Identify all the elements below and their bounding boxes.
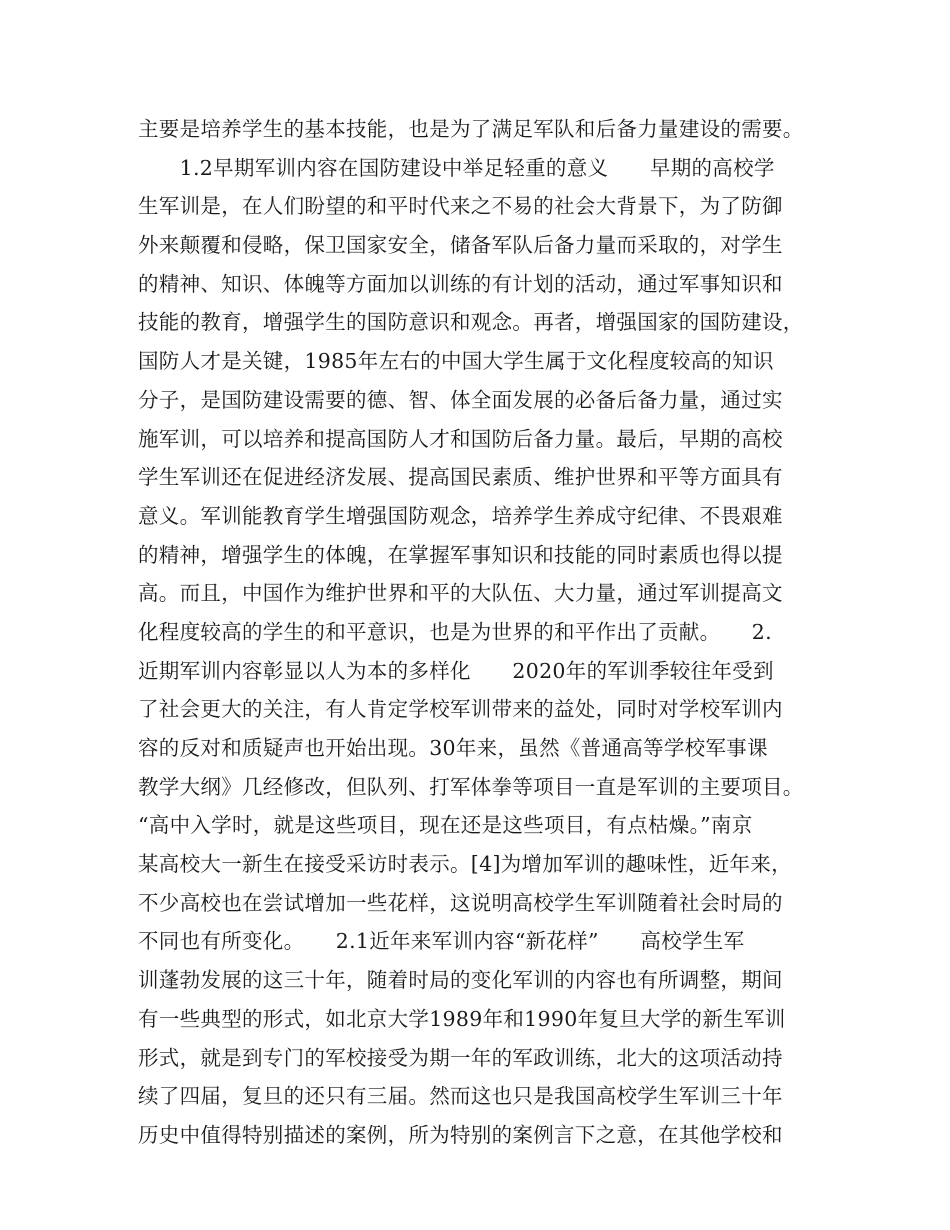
text-line: 近期军训内容彰显以人为本的多样化 2020年的军训季较往年受到: [138, 658, 774, 683]
text-line: 生军训是，在人们盼望的和平时代来之不易的社会大背景下，为了防御: [138, 194, 783, 219]
text-line: 国防人才是关键，1985年左右的中国大学生属于文化程度较高的知识: [138, 349, 774, 374]
text-line: 有一些典型的形式，如北京大学1989年和1990年复旦大学的新生军训: [138, 1006, 786, 1031]
text-line: 外来颠覆和侵略，保卫国家安全，储备军队后备力量而采取的，对学生: [138, 233, 783, 258]
text-line: 化程度较高的学生的和平意识，也是为世界的和平作出了贡献。 2.: [138, 619, 772, 644]
text-line: 训蓬勃发展的这三十年，随着时局的变化军训的内容也有所调整，期间: [138, 968, 783, 993]
text-line: 技能的教育，增强学生的国防意识和观念。再者，增强国家的国防建设，: [138, 310, 804, 335]
text-line: “高中入学时，就是这些项目，现在还是这些项目，有点枯燥。”南京: [138, 813, 753, 838]
text-line: 历史中值得特别描述的案例，所为特别的案例言下之意，在其他学校和: [138, 1122, 783, 1147]
text-line: 分子，是国防建设需要的德、智、体全面发展的必备后备力量，通过实: [138, 387, 783, 412]
text-line: 形式，就是到专门的军校接受为期一年的军政训练，北大的这项活动持: [138, 1045, 783, 1070]
body-text: [138, 110, 828, 1155]
text-line: 不同也有所变化。 2.1近年来军训内容“新花样” 高校学生军: [138, 929, 745, 954]
text-line: 教学大纲》几经修改，但队列、打军体拳等项目一直是军训的主要项目。: [138, 774, 804, 799]
text-line: 的精神、知识、体魄等方面加以训练的有计划的活动，通过军事知识和: [138, 271, 783, 296]
text-line: 意义。军训能教育学生增强国防观念，培养学生养成守纪律、不畏艰难: [138, 503, 783, 528]
text-line: 高。而且，中国作为维护世界和平的大队伍、大力量，通过军训提高文: [138, 581, 783, 606]
text-line: 容的反对和质疑声也开始出现。30年来，虽然《普通高等学校军事课: [138, 736, 768, 760]
text-line: 的精神，增强学生的体魄，在掌握军事知识和技能的同时素质也得以提: [138, 542, 783, 567]
text-line: 续了四届，复旦的还只有三届。然而这也只是我国高校学生军训三十年: [138, 1084, 783, 1109]
text-line: 了社会更大的关注，有人肯定学校军训带来的益处，同时对学校军训内: [138, 697, 783, 722]
text-line: 某高校大一新生在接受采访时表示。[4]为增加军训的趣味性，近年来，: [138, 852, 792, 877]
text-line: 不少高校也在尝试增加一些花样，这说明高校学生军训随着社会时局的: [138, 890, 783, 915]
text-line: 学生军训还在促进经济发展、提高国民素质、维护世界和平等方面具有: [138, 465, 783, 490]
text-line: 施军训，可以培养和提高国防人才和国防后备力量。最后，早期的高校: [138, 426, 783, 451]
text-line: 主要是培养学生的基本技能，也是为了满足军队和后备力量建设的需要。: [138, 117, 804, 141]
text-line: 1.2早期军训内容在国防建设中举足轻重的意义 早期的高校学: [138, 155, 775, 180]
